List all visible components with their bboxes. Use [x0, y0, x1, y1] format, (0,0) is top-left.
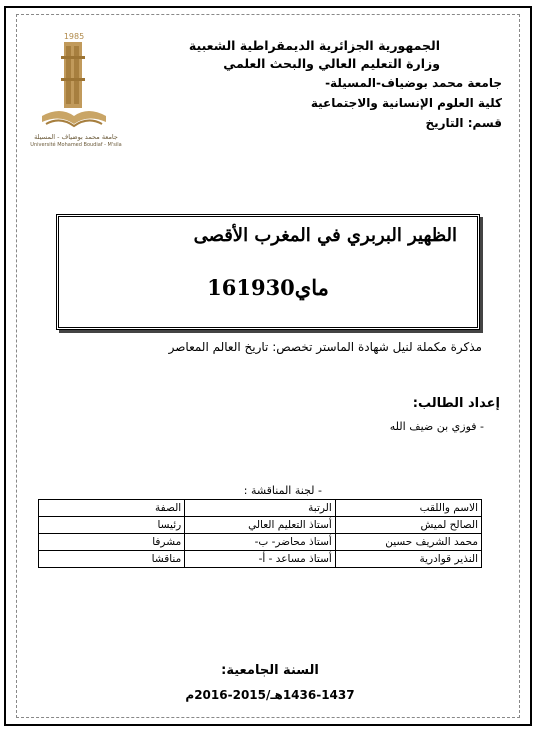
- table-row: [39, 517, 482, 534]
- header-republic: الجمهورية الجزائرية الديمقراطية الشعبية: [188, 38, 440, 53]
- table-cell: مناقشا: [39, 551, 185, 568]
- header-department: قسم: التاريخ: [425, 116, 502, 130]
- table-cell: مشرفا: [39, 534, 185, 551]
- table-header-cell: الاسم واللقب: [335, 500, 481, 517]
- jury-table: [38, 499, 482, 568]
- logo-caption-ar: جامعة محمد بوضياف - المسيلة: [34, 133, 118, 141]
- logo-year: 1985: [63, 32, 85, 41]
- table-header-row: [39, 500, 482, 517]
- logo-caption-fr: Université Mohamed Boudiaf - M'sila: [30, 142, 122, 148]
- jury-label: - لجنة المناقشة :: [243, 484, 322, 497]
- table-row: [39, 534, 482, 551]
- table-cell: أستاذ مساعد - أ-: [185, 551, 336, 568]
- preparer-label: إعداد الطالب:: [412, 396, 500, 411]
- university-logo: [28, 28, 124, 148]
- table-cell: أستاذ التعليم العالي: [185, 517, 336, 534]
- table-cell: رئيسا: [39, 517, 185, 534]
- student-name: - فوزي بن ضيف الله: [389, 420, 484, 433]
- header-university: جامعة محمد بوضياف-المسيلة-: [325, 76, 502, 90]
- degree-subtitle: مذكرة مكملة لنيل شهادة الماستر تخصص: تاريخ العالم المعاصر: [168, 340, 482, 354]
- table-cell: أستاذ محاضر- ب-: [185, 534, 336, 551]
- table-cell: الصالح لميش: [335, 517, 481, 534]
- table-cell: محمد الشريف حسين: [335, 534, 481, 551]
- academic-year-label: السنة الجامعية:: [221, 663, 319, 678]
- title-box: [56, 214, 480, 330]
- table-header-cell: الرتبة: [185, 500, 336, 517]
- table-header-cell: الصفة: [39, 500, 185, 517]
- thesis-title: الظهير البربري في المغرب الأقصى: [193, 225, 457, 246]
- logo-caption: [22, 133, 130, 149]
- thesis-date: 16ماي1930: [207, 275, 329, 300]
- table-cell: النذير قوادرية: [335, 551, 481, 568]
- header-faculty: كلية العلوم الإنسانية والاجتماعية: [310, 96, 502, 110]
- table-row: [39, 551, 482, 568]
- academic-year-value: 1436-1437هـ/2015-2016م: [185, 688, 355, 702]
- header-ministry: وزارة التعليم العالي والبحث العلمي: [223, 56, 440, 71]
